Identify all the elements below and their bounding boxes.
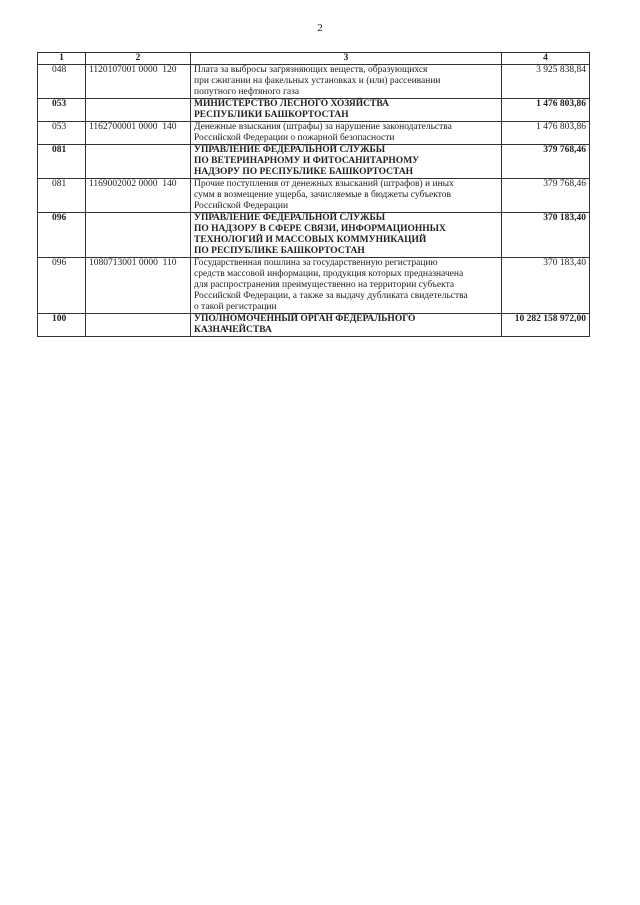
description-cell: Плата за выбросы загрязняющих веществ, образующихся при сжигании на факельных установках и (или) рассеивании попутного нефтяного газа <box>191 65 502 99</box>
description-cell: УПОЛНОМОЧЕННЫЙ ОРГАН ФЕДЕРАЛЬНОГО КАЗНАЧЕЙСТВА <box>191 314 502 337</box>
header-col-2: 2 <box>86 53 191 65</box>
budget-code-cell <box>86 314 191 337</box>
budget-code-cell <box>86 99 191 122</box>
header-col-1: 1 <box>38 53 86 65</box>
table-header-row <box>38 53 590 65</box>
amount-cell: 10 282 158 972,00 <box>502 314 590 337</box>
budget-code-cell: 1169002002 0000 140 <box>86 179 191 213</box>
header-col-3: 3 <box>191 53 502 65</box>
admin-code-cell: 096 <box>38 213 86 258</box>
budget-code-cell: 1080713001 0000 110 <box>86 258 191 314</box>
admin-code-cell: 081 <box>38 179 86 213</box>
description-cell: УПРАВЛЕНИЕ ФЕДЕРАЛЬНОЙ СЛУЖБЫ ПО ВЕТЕРИНАРНОМУ И ФИТОСАНИТАРНОМУ НАДЗОРУ ПО РЕСПУБЛИКЕ БАШКОРТОСТАН <box>191 145 502 179</box>
admin-code-cell: 048 <box>38 65 86 99</box>
table-row <box>38 179 590 213</box>
description-cell: УПРАВЛЕНИЕ ФЕДЕРАЛЬНОЙ СЛУЖБЫ ПО НАДЗОРУ В СФЕРЕ СВЯЗИ, ИНФОРМАЦИОННЫХ ТЕХНОЛОГИЙ И МАССОВЫХ КОММУНИКАЦИЙ ПО РЕСПУБЛИКЕ БАШКОРТОСТАН <box>191 213 502 258</box>
admin-code-cell: 053 <box>38 122 86 145</box>
budget-table <box>37 52 590 337</box>
table-row <box>38 258 590 314</box>
admin-code-cell: 096 <box>38 258 86 314</box>
table-row <box>38 99 590 122</box>
table-row <box>38 145 590 179</box>
admin-code-cell: 100 <box>38 314 86 337</box>
page-number: 2 <box>317 22 323 34</box>
amount-cell: 370 183,40 <box>502 213 590 258</box>
budget-code-cell <box>86 145 191 179</box>
amount-cell: 370 183,40 <box>502 258 590 314</box>
table-row <box>38 122 590 145</box>
description-cell: МИНИСТЕРСТВО ЛЕСНОГО ХОЗЯЙСТВА РЕСПУБЛИКИ БАШКОРТОСТАН <box>191 99 502 122</box>
table-row <box>38 213 590 258</box>
description-cell: Денежные взыскания (штрафы) за нарушение законодательства Российской Федерации о пожарной безопасности <box>191 122 502 145</box>
amount-cell: 1 476 803,86 <box>502 99 590 122</box>
header-col-4: 4 <box>502 53 590 65</box>
budget-code-cell <box>86 213 191 258</box>
amount-cell: 3 925 838,84 <box>502 65 590 99</box>
table-row <box>38 314 590 337</box>
table-row <box>38 65 590 99</box>
admin-code-cell: 053 <box>38 99 86 122</box>
amount-cell: 379 768,46 <box>502 145 590 179</box>
amount-cell: 379 768,46 <box>502 179 590 213</box>
description-cell: Государственная пошлина за государственную регистрацию средств массовой информации, продукция которых предназначена для распространения преимущественно на территории субъекта Российской Федерации, а также за выдачу дубликата свидетельства о такой регистрации <box>191 258 502 314</box>
admin-code-cell: 081 <box>38 145 86 179</box>
budget-code-cell: 1162700001 0000 140 <box>86 122 191 145</box>
amount-cell: 1 476 803,86 <box>502 122 590 145</box>
budget-code-cell: 1120107001 0000 120 <box>86 65 191 99</box>
description-cell: Прочие поступления от денежных взысканий (штрафов) и иных сумм в возмещение ущерба, зачисляемые в бюджеты субъектов Российской Федерации <box>191 179 502 213</box>
